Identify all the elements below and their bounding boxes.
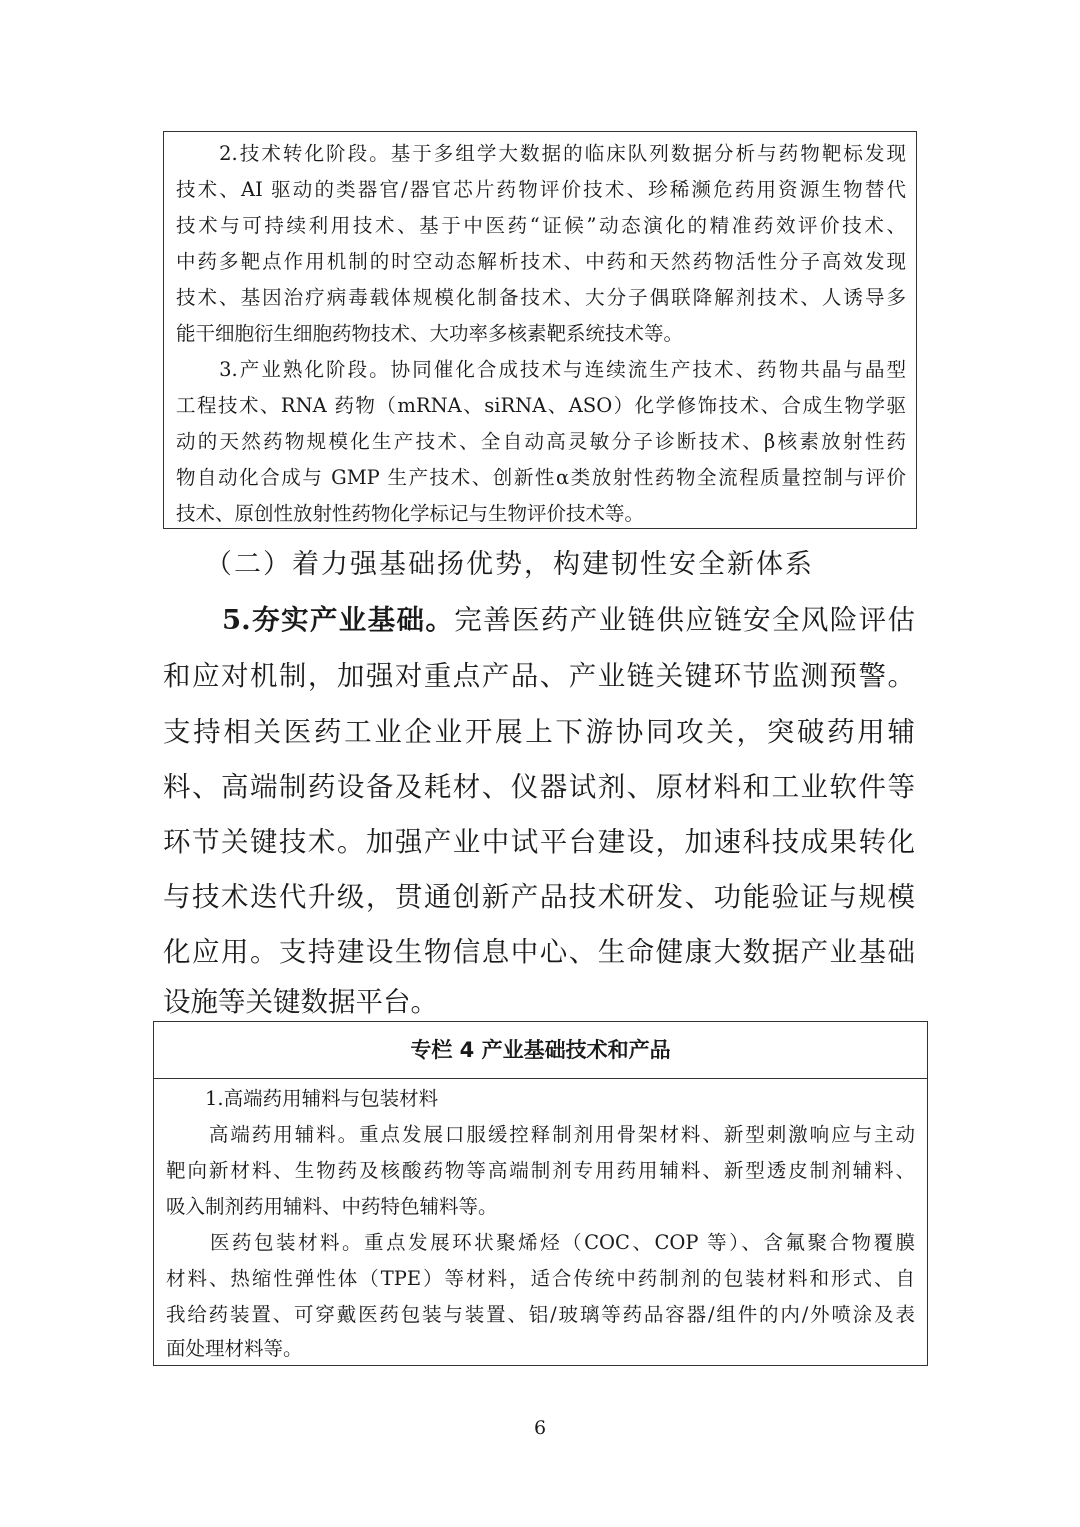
paragraph-line: 支持相关医药工业企业开展上下游协同攻关，突破药用辅 (163, 716, 915, 748)
box2-line: 1.高端药用辅料与包装材料 (166, 1087, 439, 1110)
box1-line: 技术、基因治疗病毒载体规模化制备技术、大分子偶联降解剂技术、人诱导多 (176, 286, 906, 309)
text-box-stages (163, 131, 917, 529)
box1-line: 2.技术转化阶段。基于多组学大数据的临床队列数据分析与药物靶标发现 (176, 142, 906, 165)
box1-line: 3.产业熟化阶段。协同催化合成技术与连续流生产技术、药物共晶与晶型 (176, 358, 906, 381)
box1-line: 工程技术、RNA 药物（mRNA、siRNA、ASO）化学修饰技术、合成生物学驱 (176, 394, 906, 417)
box2-line: 材料、热缩性弹性体（TPE）等材料，适合传统中药制剂的包装材料和形式、自 (166, 1267, 915, 1290)
paragraph-line: 环节关键技术。加强产业中试平台建设，加速科技成果转化 (163, 826, 915, 858)
box2-line: 吸入制剂药用辅料、中药特色辅料等。 (166, 1195, 498, 1218)
paragraph-lead: 5.夯实产业基础。 (222, 604, 455, 636)
section-heading: （二）着力强基础扬优势，构建韧性安全新体系 (205, 549, 814, 580)
box1-line: 动的天然药物规模化生产技术、全自动高灵敏分子诊断技术、β核素放射性药 (176, 430, 906, 453)
box1-line: 技术与可持续利用技术、基于中医药“证候”动态演化的精准药效评价技术、 (176, 214, 906, 237)
column-box-4 (153, 1021, 928, 1366)
box2-line: 医药包装材料。重点发展环状聚烯烃（COC、COP 等）、含氟聚合物覆膜 (166, 1231, 915, 1254)
paragraph-line: 化应用。支持建设生物信息中心、生命健康大数据产业基础 (163, 936, 915, 968)
box2-line: 靶向新材料、生物药及核酸药物等高端制剂专用药用辅料、新型透皮制剂辅料、 (166, 1159, 915, 1182)
paragraph-line: 和应对机制，加强对重点产品、产业链关键环节监测预警。 (163, 660, 915, 692)
paragraph-line: 料、高端制药设备及耗材、仪器试剂、原材料和工业软件等 (163, 771, 915, 803)
box1-line: 中药多靶点作用机制的时空动态解析技术、中药和天然药物活性分子高效发现 (176, 250, 906, 273)
box1-line: 技术、原创性放射性药物化学标记与生物评价技术等。 (176, 502, 645, 525)
box2-line: 高端药用辅料。重点发展口服缓控释制剂用骨架材料、新型刺激响应与主动 (166, 1123, 915, 1146)
box1-line: 能干细胞衍生细胞药物技术、大功率多核素靶系统技术等。 (176, 322, 684, 345)
paragraph-line: 与技术迭代升级，贯通创新产品技术研发、功能验证与规模 (163, 881, 915, 913)
paragraph-line (222, 597, 915, 643)
paragraph-line: 设施等关键数据平台。 (163, 986, 438, 1018)
page-number: 6 (533, 1417, 547, 1439)
box2-line: 我给药装置、可穿戴医药包装与装置、铝/玻璃等药品容器/组件的内/外喷涂及表 (166, 1303, 915, 1326)
box1-line: 技术、AI 驱动的类器官/器官芯片药物评价技术、珍稀濒危药用资源生物替代 (176, 178, 906, 201)
paragraph-line-rest: 完善医药产业链供应链安全风险评估 (454, 604, 915, 636)
box2-line: 面处理材料等。 (166, 1337, 303, 1360)
column-title: 专栏 4 产业基础技术和产品 (154, 1022, 927, 1079)
box1-line: 物自动化合成与 GMP 生产技术、创新性α类放射性药物全流程质量控制与评价 (176, 466, 906, 489)
